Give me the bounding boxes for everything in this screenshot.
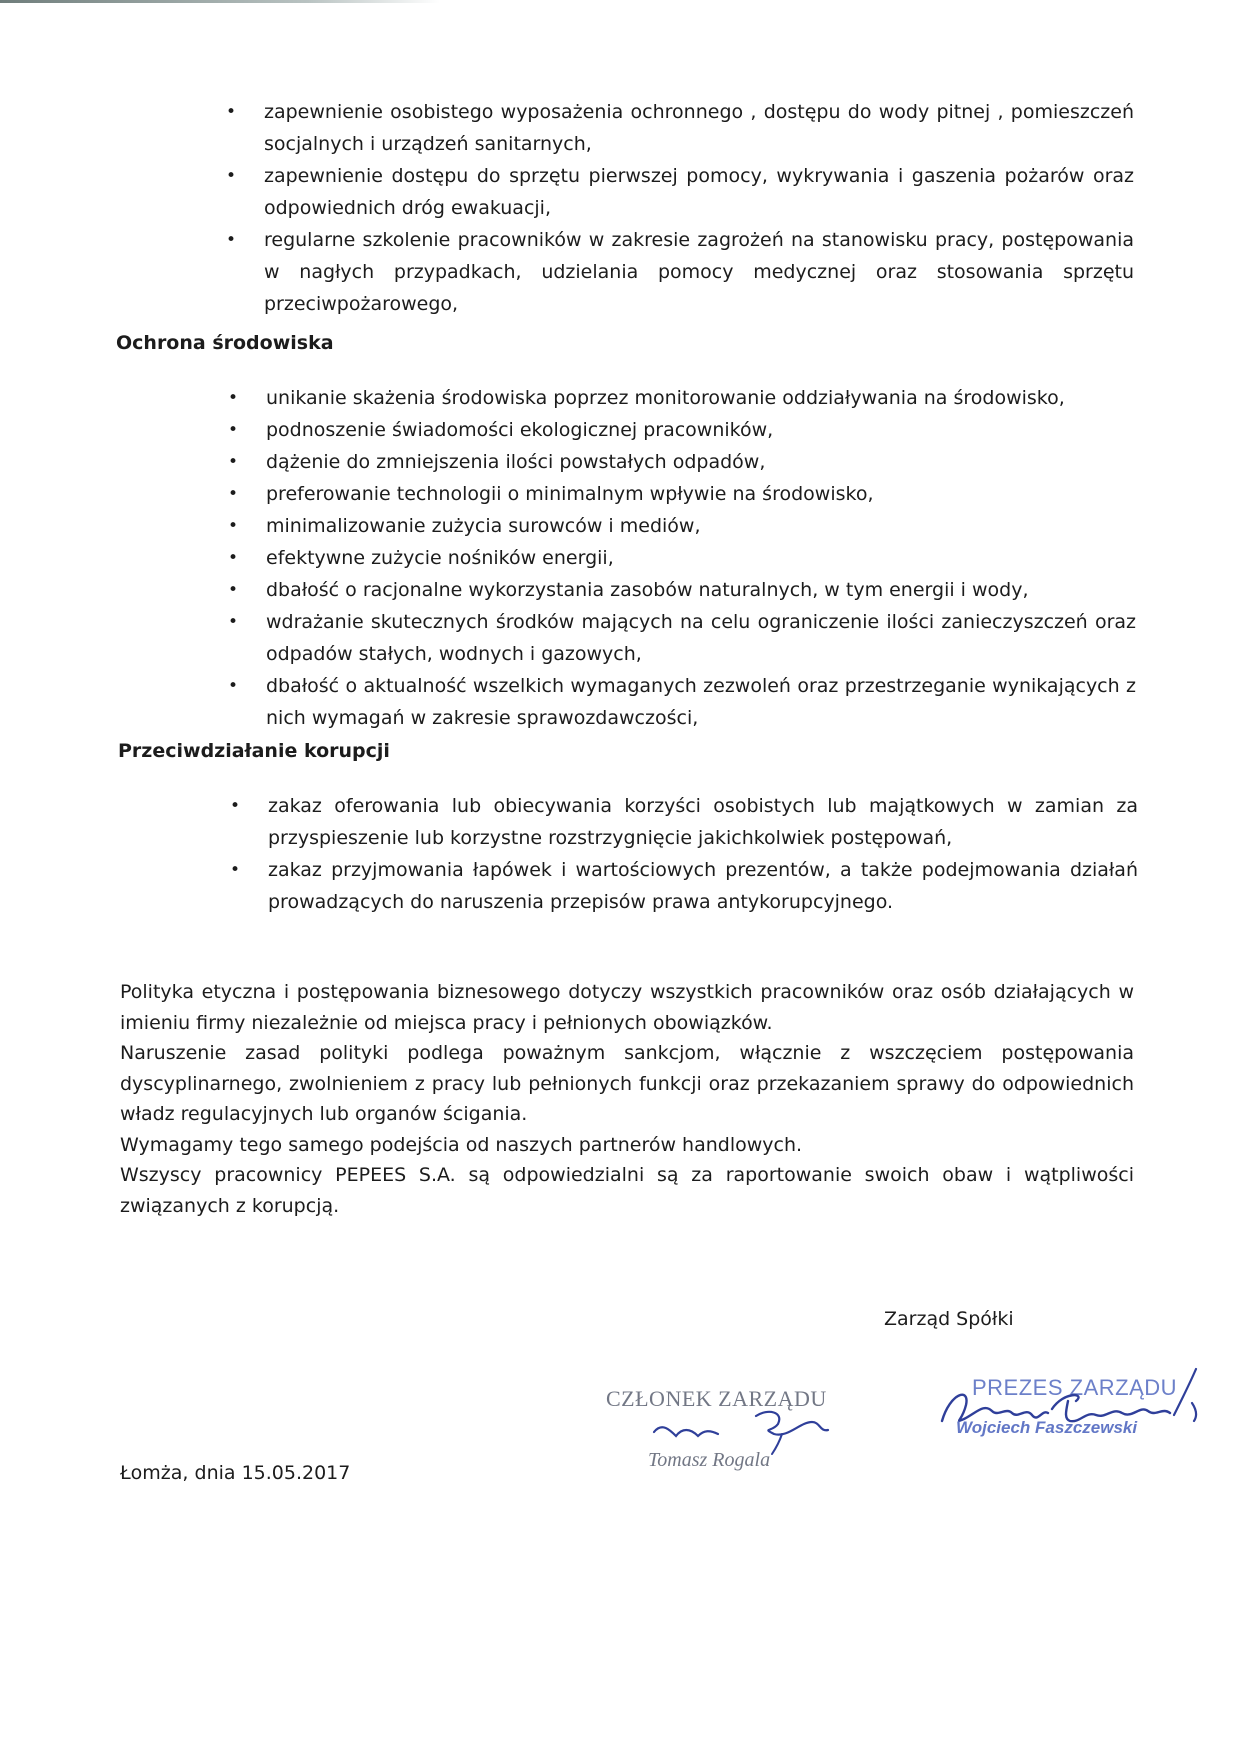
list-item: • zakaz oferowania lub obiecywania korzyści osobistych lub majątkowych w zamian za przyspieszenie lub korzystne rozstrzygnięcie jakichkolwiek postępowań, xyxy=(268,790,1138,854)
list-item: • zapewnienie dostępu do sprzętu pierwszej pomocy, wykrywania i gaszenia pożarów oraz odpowiednich dróg ewakuacji, xyxy=(264,160,1134,224)
stamp-text: Tomasz Rogala xyxy=(648,1449,771,1471)
list-item: • zapewnienie osobistego wyposażenia ochronnego , dostępu do wody pitnej , pomieszczeń socjalnych i urządzeń sanitarnych, xyxy=(264,96,1134,160)
stamp-text: CZŁONEK ZARZĄDU xyxy=(606,1386,827,1411)
signature-stroke xyxy=(1174,1369,1196,1421)
corruption-heading: Przeciwdziałanie korupcji xyxy=(118,740,390,762)
paragraph: Wymagamy tego samego podejścia od naszych partnerów handlowych. xyxy=(120,1133,803,1156)
list-item: • podnoszenie świadomości ekologicznej pracowników, xyxy=(266,414,1136,446)
signature-stroke xyxy=(654,1427,718,1436)
environment-list xyxy=(266,382,1136,734)
list-item: • preferowanie technologii o minimalnym wpływie na środowisko, xyxy=(266,478,1136,510)
environment-heading: Ochrona środowiska xyxy=(116,332,334,354)
stamp-text: Wojciech Faszczewski xyxy=(956,1418,1138,1437)
list-item: • wdrażanie skutecznych środków mających na celu ograniczenie ilości zanieczyszczeń oraz odpadów stałych, wodnych i gazowych, xyxy=(266,606,1136,670)
stamp-text: PREZES ZARZĄDU xyxy=(972,1375,1178,1400)
scan-edge xyxy=(0,0,440,3)
board-signature-label: Zarząd Spółki xyxy=(884,1308,1014,1330)
signature-stroke xyxy=(772,1434,782,1454)
paragraph: Naruszenie zasad polityki podlega poważnym sankcjom, włącznie z wszczęciem postępowania dyscyplinarnego, zwolnieniem z pracy lub pełnionych funkcji oraz przekazaniem sprawy do odpowiednich władz regulacyjnych lub organów ścigania. xyxy=(120,1042,1134,1125)
signature-stroke xyxy=(756,1412,828,1435)
corruption-list xyxy=(268,790,1138,918)
paragraph: Wszyscy pracownicy PEPEES S.A. są odpowiedzialni są za raportowanie swoich obaw i wątpliwości związanych z korupcją. xyxy=(120,1164,1134,1217)
list-item: • dążenie do zmniejszenia ilości powstałych odpadów, xyxy=(266,446,1136,478)
list-item: • zakaz przyjmowania łapówek i wartościowych prezentów, a także podejmowania działań prowadzących do naruszenia przepisów prawa antykorupcyjnego. xyxy=(268,854,1138,918)
list-item: • unikanie skażenia środowiska poprzez monitorowanie oddziaływania na środowisko, xyxy=(266,382,1136,414)
safety-list xyxy=(264,96,1134,320)
list-item: • dbałość o racjonalne wykorzystania zasobów naturalnych, w tym energii i wody, xyxy=(266,574,1136,606)
president-stamp xyxy=(940,1363,1208,1467)
list-item: • regularne szkolenie pracowników w zakresie zagrożeń na stanowisku pracy, postępowania w nagłych przypadkach, udzielania pomocy medycznej oraz stosowania sprzętu przeciwpożarowego, xyxy=(264,224,1134,320)
list-item: • efektywne zużycie nośników energii, xyxy=(266,542,1136,574)
list-item: • minimalizowanie zużycia surowców i mediów, xyxy=(266,510,1136,542)
member-stamp xyxy=(606,1378,851,1480)
closing-paragraphs xyxy=(120,977,1134,1221)
list-item: • dbałość o aktualność wszelkich wymaganych zezwoleń oraz przestrzeganie wynikających z nich wymagań w zakresie sprawozdawczości, xyxy=(266,670,1136,734)
paragraph: Polityka etyczna i postępowania biznesowego dotyczy wszystkich pracowników oraz osób działających w imieniu firmy niezależnie od miejsca pracy i pełnionych obowiązków. xyxy=(120,981,1134,1034)
place-date: Łomża, dnia 15.05.2017 xyxy=(120,1462,351,1484)
